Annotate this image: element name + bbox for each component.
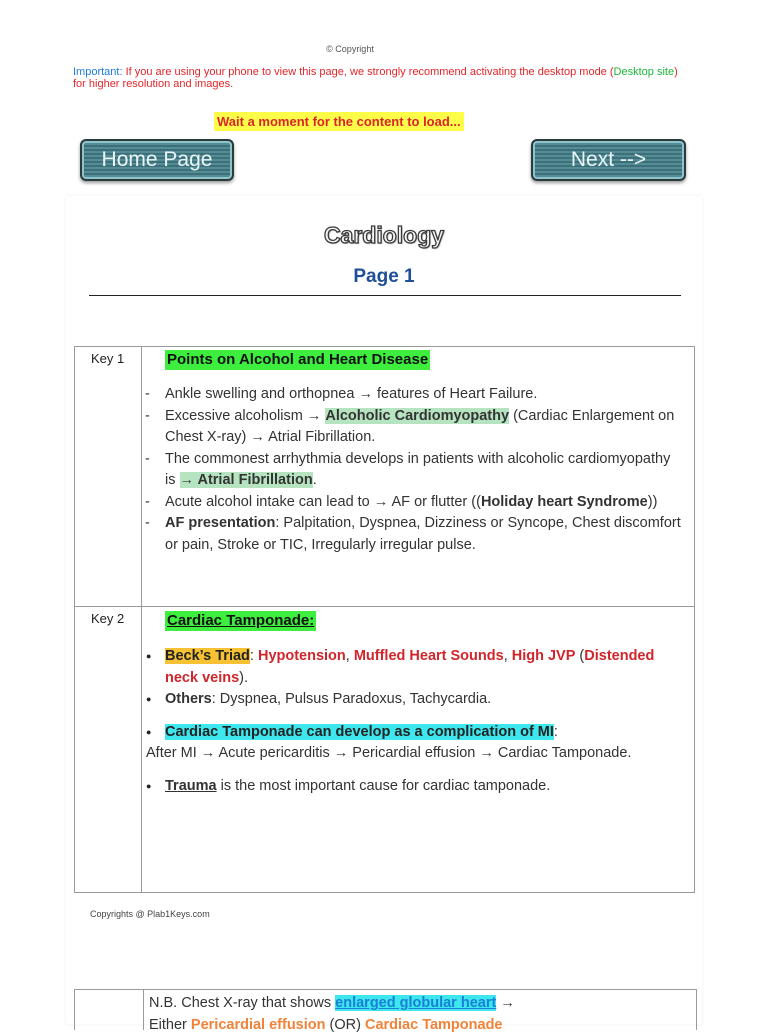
loading-banner: Wait a moment for the content to load... xyxy=(214,112,464,131)
bullet-list xyxy=(142,384,684,556)
nb-text: N.B. Chest X-ray that shows enlarged globular heart → Either Pericardial effusion (OR) Cardiac Tamponade xyxy=(149,995,515,1033)
key-heading: Cardiac Tamponade: xyxy=(167,612,315,629)
highlight-text: Alcoholic Cardiomyopathy xyxy=(325,407,510,424)
list-item: - The commonest arrhythmia develops in patients with alcoholic cardiomyopathy is → Atrial Fibrillation. xyxy=(142,449,684,492)
notice-text-2: ) for higher resolution and images. xyxy=(73,66,678,90)
bullet-list xyxy=(165,722,684,744)
list-item: - Ankle swelling and orthopnea → features of Heart Failure. xyxy=(142,384,684,406)
page-number-heading: Page 1 xyxy=(353,266,415,287)
document-title: Cardiology xyxy=(323,222,445,248)
keys-table xyxy=(74,346,695,893)
list-item: ● Beck’s Triad: Hypotension, Muffled Heart Sounds, High JVP (Distended neck veins). xyxy=(146,646,684,689)
top-copyright: © Copyright xyxy=(326,44,374,54)
key-heading: Points on Alcohol and Heart Disease xyxy=(167,351,429,368)
key-label: Key 2 xyxy=(75,607,142,893)
list-item: - Acute alcohol intake can lead to → AF or flutter ((Holiday heart Syndrome)) xyxy=(142,492,684,514)
bullet-list xyxy=(165,776,684,798)
mi-heading: Cardiac Tamponade can develop as a complication of MI xyxy=(165,723,554,740)
key-content xyxy=(142,347,695,607)
list-item: ● Cardiac Tamponade can develop as a complication of MI: xyxy=(146,722,684,744)
key-label: Key 1 xyxy=(75,347,142,607)
title-divider xyxy=(89,295,681,296)
list-item: - Excessive alcoholism → Alcoholic Cardiomyopathy (Cardiac Enlargement on Chest X-ray) → Atrial Fibrillation. xyxy=(142,406,684,449)
table-row xyxy=(75,607,695,893)
key-content xyxy=(142,607,695,893)
bullet-list xyxy=(165,646,684,711)
list-item: ● Others: Dyspnea, Pulsus Paradoxus, Tachycardia. xyxy=(146,689,684,711)
list-item: ● Trauma is the most important cause for cardiac tamponade. xyxy=(146,776,684,798)
footer-copyright: Copyrights @ Plab1Keys.com xyxy=(90,909,210,919)
mobile-notice xyxy=(73,66,693,90)
highlight-text: enlarged globular heart xyxy=(335,995,497,1011)
list-item: - AF presentation: Palpitation, Dyspnea, Dizziness or Syncope, Chest discomfort or pain, Stroke or TIC, Irregularly irregular pulse. xyxy=(142,513,684,556)
becks-triad-label: Beck’s Triad xyxy=(165,648,250,664)
mi-text: After MI → Acute pericarditis → Pericardial effusion → Cardiac Tamponade. xyxy=(146,745,632,761)
highlight-text: → Atrial Fibrillation xyxy=(179,472,313,488)
notice-desktop-site: Desktop site xyxy=(613,66,675,78)
table-row xyxy=(75,347,695,607)
notice-important-label: Important: xyxy=(73,66,123,78)
notice-text-1: If you are using your phone to view this page, we strongly recommend activating the desktop mode ( xyxy=(122,66,614,78)
next-page-button[interactable]: Next --> xyxy=(531,139,686,181)
column-divider xyxy=(143,990,144,1030)
home-page-button[interactable]: Home Page xyxy=(80,139,234,181)
